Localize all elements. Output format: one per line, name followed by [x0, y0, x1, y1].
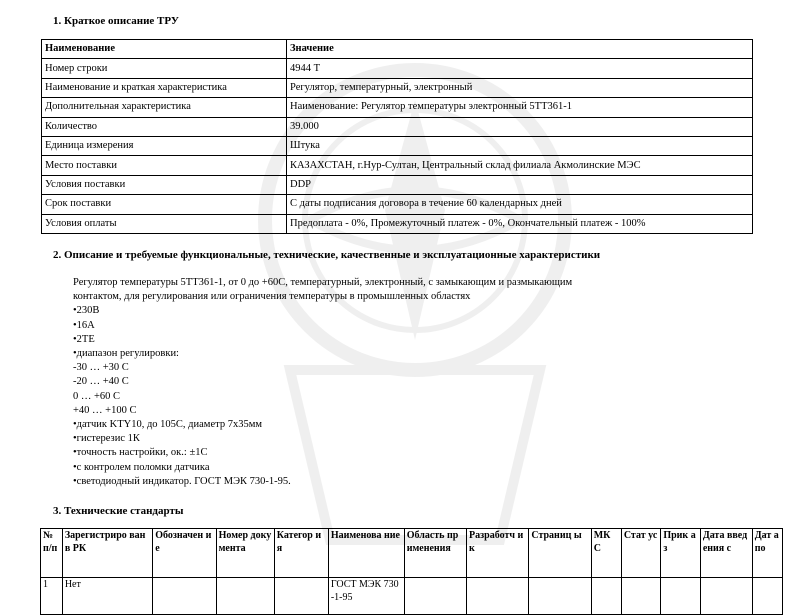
description-line: контактом, для регулирования или ограничения температуры в промышленных областях: [73, 291, 471, 303]
tru-info-table: [41, 39, 753, 234]
table-row: [42, 59, 753, 78]
description-line: +40 … +100 С: [73, 404, 137, 416]
table-row: [42, 175, 753, 194]
header-status: Стат ус: [621, 529, 660, 578]
description-block: [73, 276, 713, 489]
description-line: •точность настройки, ок.: ±1С: [73, 447, 208, 459]
row-name: Наименование и краткая характеристика: [42, 78, 287, 97]
description-line: •с контролем поломки датчика: [73, 461, 210, 473]
cell-date-from: [700, 578, 752, 615]
cell-scope: [404, 578, 466, 615]
table-header-row: [42, 40, 753, 59]
row-value: С даты подписания договора в течение 60 календарных дней: [287, 195, 753, 214]
cell-category: [274, 578, 328, 615]
description-line: 0 … +60 С: [73, 390, 121, 402]
header-developer: Разработч ик: [467, 529, 529, 578]
header-date-from: Дата введения с: [700, 529, 752, 578]
section-1-title: 1. Краткое описание ТРУ: [53, 15, 179, 27]
description-line: -30 … +30 С: [73, 362, 129, 374]
row-value: Предоплата - 0%, Промежуточный платеж - 0%, Окончательный платеж - 100%: [287, 214, 753, 233]
header-designation: Обозначен ие: [153, 529, 216, 578]
header-order: Прик аз: [661, 529, 700, 578]
standards-header-row: [41, 529, 783, 578]
row-value: КАЗАХСТАН, г.Нур-Султан, Центральный склад филиала Акмолинские МЭС: [287, 156, 753, 175]
cell-order: [661, 578, 700, 615]
table-row: [42, 78, 753, 97]
cell-document-number: [216, 578, 274, 615]
row-value: 39.000: [287, 117, 753, 136]
header-document-number: Номер документа: [216, 529, 274, 578]
header-title: Наименова ние: [328, 529, 404, 578]
header-category: Категор ия: [274, 529, 328, 578]
table-row: [42, 195, 753, 214]
header-date-to: Дат а по: [752, 529, 782, 578]
cell-status: [621, 578, 660, 615]
standards-table: [40, 528, 783, 615]
cell-mks: [591, 578, 621, 615]
header-value: Значение: [287, 40, 753, 59]
description-line: •светодиодный индикатор. ГОСТ МЭК 730-1-95.: [73, 475, 291, 487]
cell-title: ГОСТ МЭК 730-1-95: [328, 578, 404, 615]
row-name: Условия поставки: [42, 175, 287, 194]
header-number: № п/п: [41, 529, 63, 578]
table-row: [42, 117, 753, 136]
row-value: Наименование: Регулятор температуры электронный 5ТТ361-1: [287, 98, 753, 117]
header-pages: Страниц ы: [529, 529, 591, 578]
section-3-title: 3. Технические стандарты: [53, 505, 184, 517]
section-2-title: 2. Описание и требуемые функциональные, технические, качественные и эксплуатационные характеристики: [53, 249, 601, 261]
header-mks: МК С: [591, 529, 621, 578]
row-value: Штука: [287, 136, 753, 155]
cell-date-to: [752, 578, 782, 615]
description-line: Регулятор температуры 5ТТ361-1, от 0 до +60С, температурный, электронный, с замыкающим и размыкающим: [73, 277, 573, 288]
cell-developer: [467, 578, 529, 615]
table-row: [42, 214, 753, 233]
table-row: [41, 578, 783, 615]
description-line: •гистерезис 1К: [73, 433, 140, 445]
cell-pages: [529, 578, 591, 615]
description-line: •2ТЕ: [73, 333, 95, 345]
row-value: 4944 Т: [287, 59, 753, 78]
row-name: Номер строки: [42, 59, 287, 78]
row-name: Место поставки: [42, 156, 287, 175]
cell-designation: [153, 578, 216, 615]
row-name: Условия оплаты: [42, 214, 287, 233]
header-name: Наименование: [42, 40, 287, 59]
row-value: Регулятор, температурный, электронный: [287, 78, 753, 97]
row-name: Дополнительная характеристика: [42, 98, 287, 117]
description-line: -20 … +40 С: [73, 376, 129, 388]
table-row: [42, 156, 753, 175]
table-row: [42, 98, 753, 117]
description-line: •16А: [73, 319, 95, 331]
row-name: Единица измерения: [42, 136, 287, 155]
header-registered: Зарегистриро ван в РК: [62, 529, 152, 578]
table-row: [42, 136, 753, 155]
row-name: Срок поставки: [42, 195, 287, 214]
description-line: •датчик KTY10, до 105С, диаметр 7х35мм: [73, 419, 262, 431]
cell-registered: Нет: [62, 578, 152, 615]
description-line: •диапазон регулировки:: [73, 348, 179, 360]
cell-number: 1: [41, 578, 63, 615]
row-name: Количество: [42, 117, 287, 136]
header-scope: Область применения: [404, 529, 466, 578]
row-value: DDP: [287, 175, 753, 194]
description-line: •230В: [73, 305, 100, 317]
